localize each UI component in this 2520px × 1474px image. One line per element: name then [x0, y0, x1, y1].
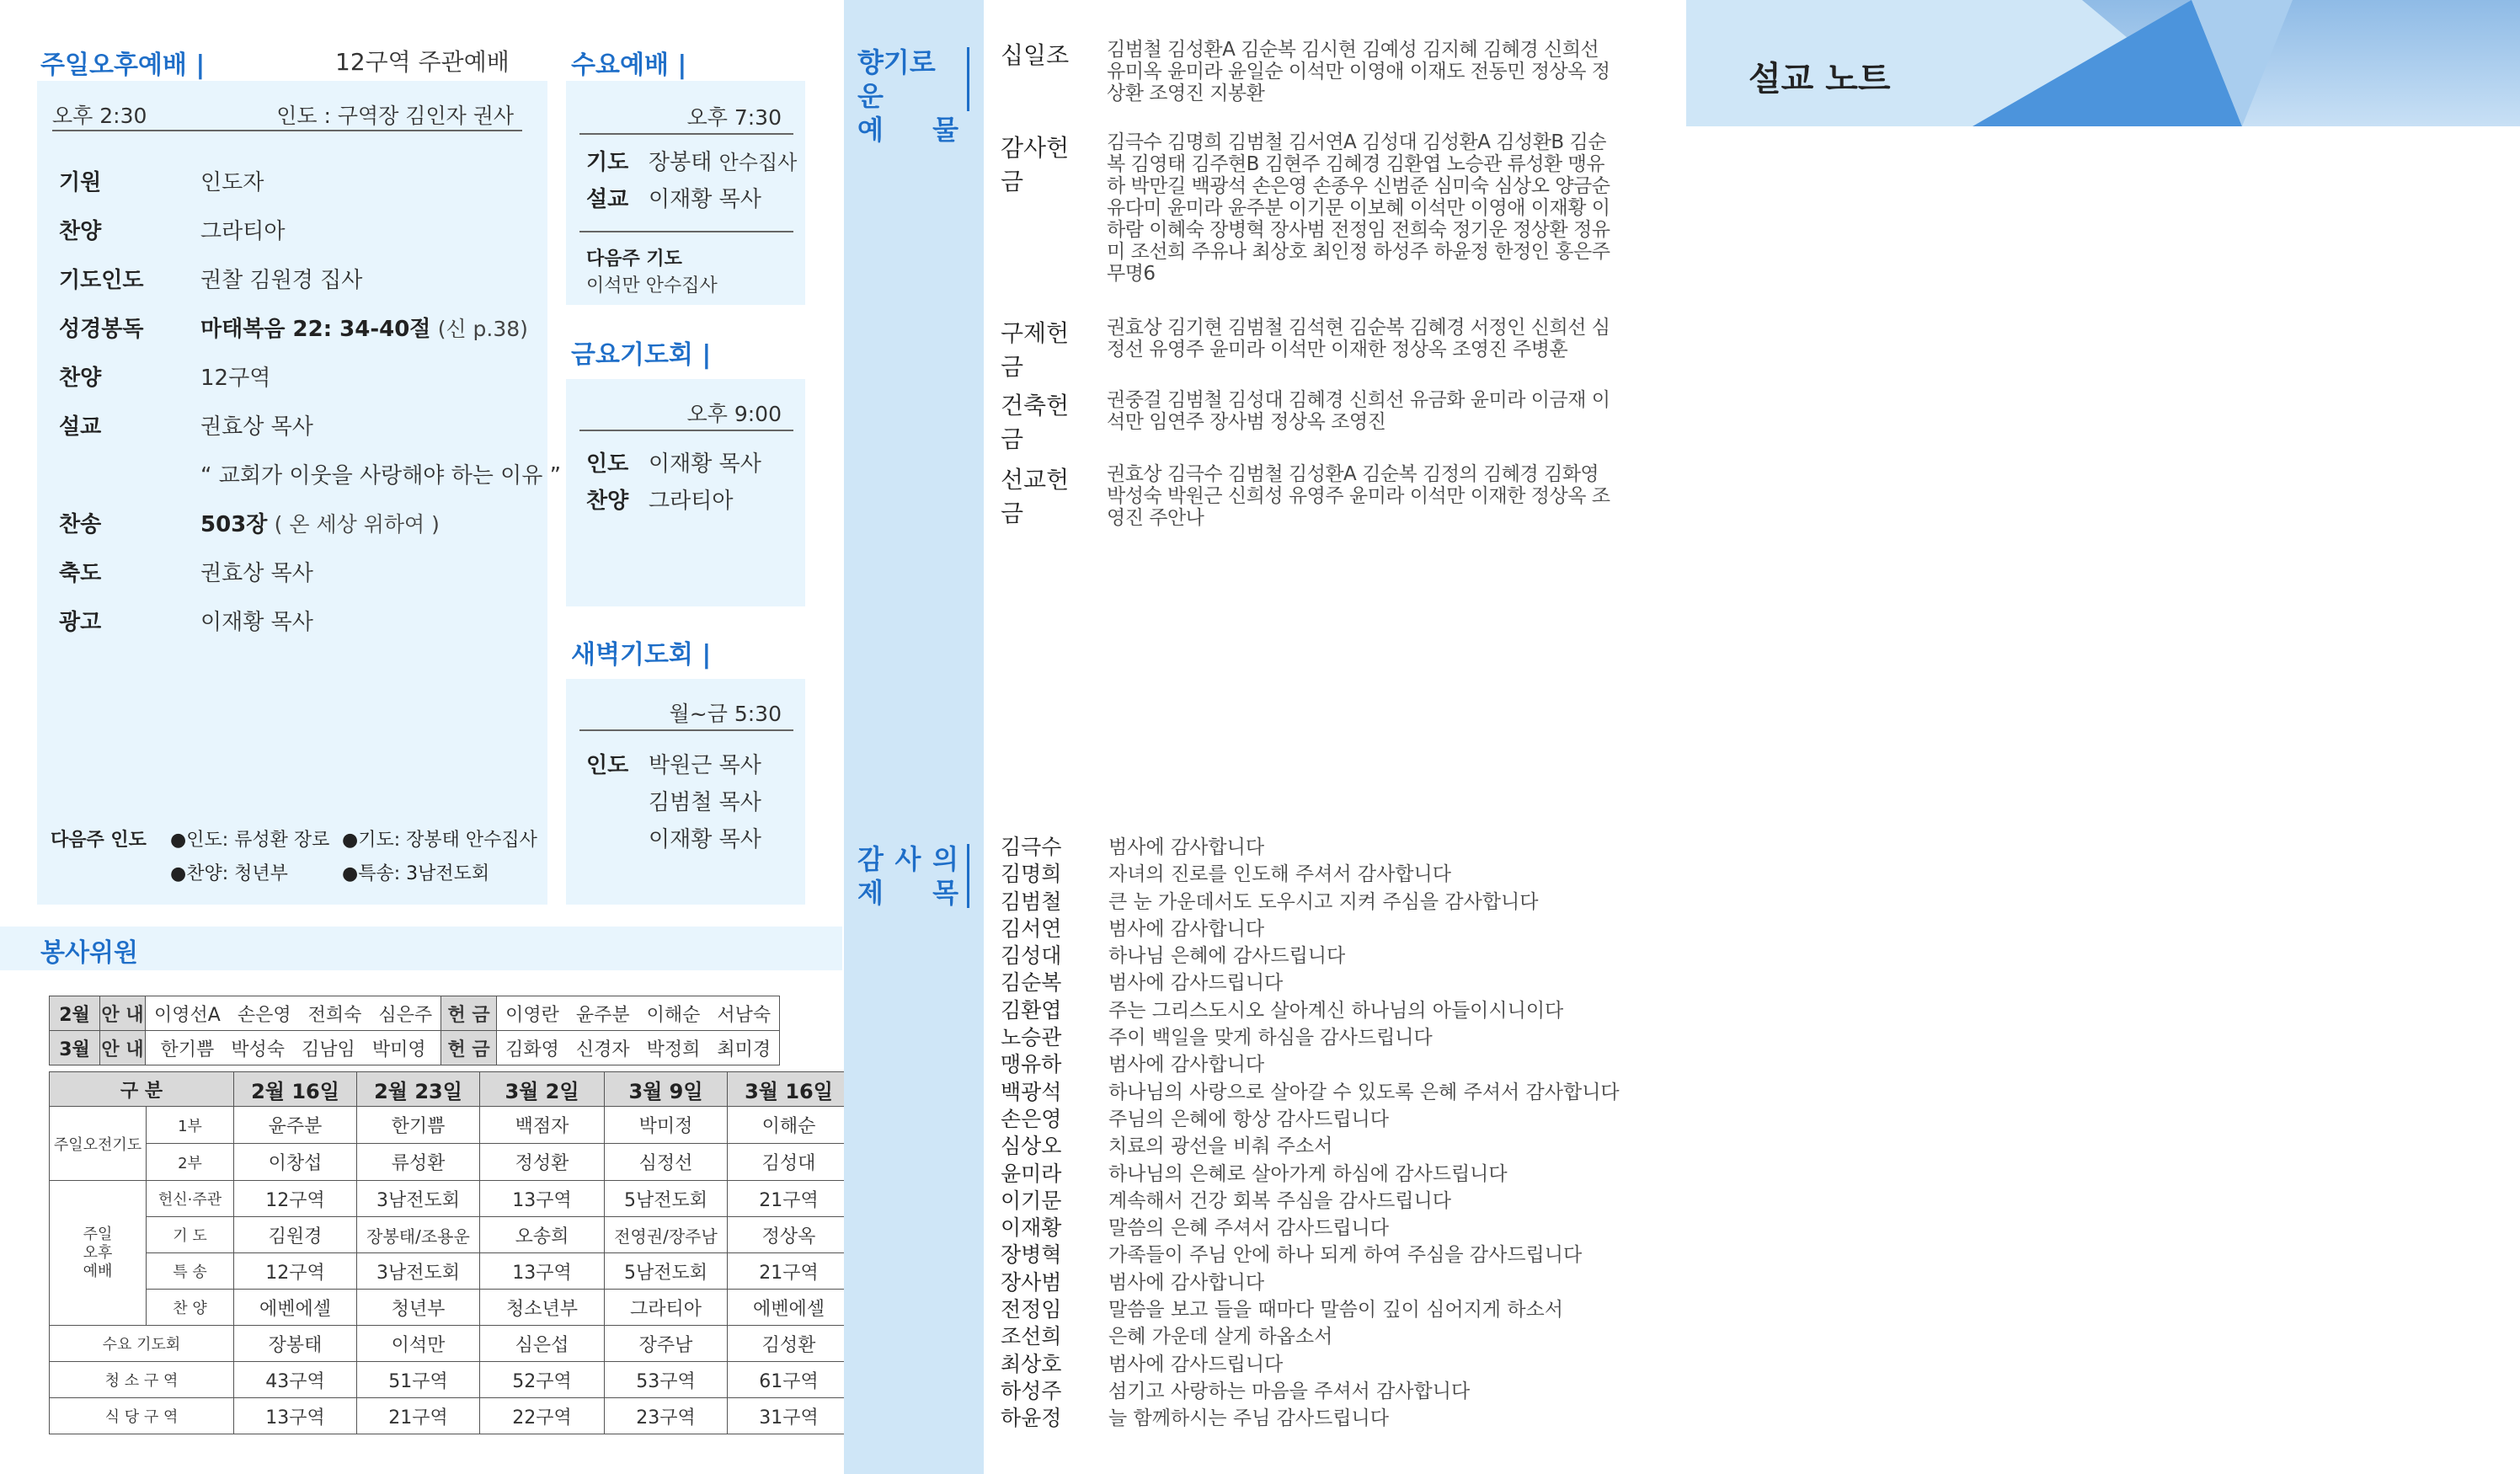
dawn-leader: 이재황 목사 [649, 827, 761, 852]
offering-label: 선교헌금 [1001, 466, 1070, 527]
afternoon-group-label: 주일 오후 예배 [50, 1181, 147, 1326]
dawn-row [586, 785, 761, 816]
thanks-row [1001, 1157, 1759, 1184]
thanks-name: 장사범 [1001, 1269, 1062, 1295]
wednesday-row-value: 이재황 목사 [649, 187, 761, 212]
thanks-text: 범사에 감사드립니다 [1108, 1353, 1284, 1375]
order-value: 12구역 [200, 366, 271, 391]
thanks-text: 섬기고 사랑하는 마음을 주셔서 감사합니다 [1108, 1380, 1471, 1402]
table-cell: 청소년부 [480, 1290, 605, 1326]
thanks-row [1001, 912, 1759, 939]
date-header: 2월 23일 [357, 1072, 480, 1107]
table-cell: 이창섭 [234, 1144, 357, 1181]
scripture-reference: 마태복음 22: 34-40절 [200, 317, 431, 342]
volunteers-title: 봉사위원 [40, 938, 138, 968]
offer-names [497, 1031, 780, 1065]
table-cell: 3남전도회 [357, 1253, 480, 1290]
guide-names [146, 996, 441, 1031]
thanks-name: 김환엽 [1001, 997, 1062, 1023]
thanks-text: 말씀의 은혜 주셔서 감사드립니다 [1108, 1217, 1389, 1240]
thanks-name: 이기문 [1001, 1188, 1062, 1213]
offering-names: 김극수 김명희 김범철 김서연A 김성대 김성환A 김성환B 김순복 김영태 김주현B 김현주 김혜경 김환엽 노승관 류성환 맹유하 박만길 백광석 손은영 손종우 신범준 심미숙 심상오 양금순 유다미 윤미라 윤주분 이기문 이보혜 이석만 이영애 이재황 이하람 이혜숙 장병혁 장사범 전정임 전희숙 정기운 정상환 정유미 조선희 주유나 최상호 최인정 하성주 하윤정 한정인 홍은주 무명6 [1107, 131, 1610, 285]
offer-label: 헌 금 [441, 996, 497, 1031]
table-cell: 전영권/장주남 [605, 1217, 728, 1253]
wednesday-time-row [579, 93, 793, 135]
friday-row-label: 인도 [586, 451, 629, 477]
friday-row-value: 그라티아 [649, 489, 734, 514]
table-cell: 21구역 [728, 1253, 851, 1290]
friday-row [586, 483, 733, 515]
table-cell: 21구역 [357, 1398, 480, 1434]
sunday-time: 오후 2:30 [52, 104, 147, 128]
sermon-note-title: 설교 노트 [1749, 60, 1891, 99]
offering-label: 구제헌금 [1001, 319, 1070, 381]
table-cell: 53구역 [605, 1362, 728, 1398]
thanks-name: 김성대 [1001, 943, 1062, 969]
table-row [50, 1181, 851, 1217]
offer-name: 서남숙 [717, 1004, 771, 1026]
sunday-title: 주일오후예배 | [40, 51, 206, 80]
thanks-name: 김극수 [1001, 835, 1062, 859]
order-value: 인도자 [200, 170, 264, 195]
thanks-name: 맹유하 [1001, 1052, 1062, 1077]
table-cell: 정성환 [480, 1144, 605, 1181]
table-cell: 61구역 [728, 1362, 851, 1398]
guide-name: 한기쁨 [160, 1039, 215, 1060]
order-value: 이재황 목사 [200, 610, 313, 635]
row-sub-label: 찬 양 [147, 1290, 234, 1326]
title-bar [967, 47, 969, 111]
offering-label: 건축헌금 [1001, 392, 1070, 453]
wednesday-row [586, 182, 761, 213]
dawn-leader: 박원근 목사 [649, 753, 761, 778]
thanks-text: 하나님의 사랑으로 살아갈 수 있도록 은혜 주셔서 감사합니다 [1108, 1081, 1620, 1103]
offering-label: 십일조 [1001, 41, 1070, 69]
thanks-row [1001, 1402, 1759, 1429]
thanks-text: 범사에 감사드립니다 [1108, 972, 1284, 995]
morning-group-text: 주일오전기도 [53, 1135, 142, 1154]
thanks-text: 하나님 은혜에 감사드립니다 [1108, 945, 1346, 968]
wednesday-prayer-role: 안수집사 [718, 151, 798, 174]
thanks-row [1001, 1211, 1759, 1241]
hymn-number: 503장 [200, 512, 268, 537]
wednesday-row-value [649, 150, 797, 175]
thanks-name: 윤미라 [1001, 1161, 1062, 1186]
order-label: 찬양 [59, 219, 102, 244]
offer-label: 헌 금 [441, 1031, 497, 1065]
row-sub-label: 특 송 [147, 1253, 234, 1290]
wednesday-row-label: 설교 [586, 187, 629, 212]
thanks-row [1001, 966, 1759, 996]
guide-name: 심은주 [378, 1004, 433, 1026]
date-header: 2월 16일 [234, 1072, 357, 1107]
offer-name: 박정희 [646, 1039, 701, 1060]
order-label: 찬양 [59, 366, 102, 391]
table-cell: 김원경 [234, 1217, 357, 1253]
table-row [50, 1290, 851, 1326]
table-cell: 장봉태/조용운 [357, 1217, 480, 1253]
sunday-panel [37, 81, 562, 905]
row-label: 식 당 구 역 [50, 1398, 234, 1434]
thanks-name: 이재황 [1001, 1215, 1062, 1241]
thanks-name: 하성주 [1001, 1378, 1062, 1403]
order-value: 권찰 김원경 집사 [200, 268, 363, 293]
thanks-row [1001, 1375, 1759, 1402]
thanks-row [1001, 1103, 1759, 1130]
table-cell: 3남전도회 [357, 1181, 480, 1217]
thanks-row [1001, 994, 1759, 1021]
thanks-title-line: 제 목 [857, 877, 958, 909]
thanks-text: 치료의 광선을 비춰 주소서 [1108, 1135, 1333, 1158]
thanks-name: 심상오 [1001, 1134, 1062, 1159]
order-label: 기도인도 [59, 268, 144, 293]
guide-name: 손은영 [237, 1004, 291, 1026]
thanks-name: 하윤정 [1001, 1406, 1062, 1431]
offer-name: 신경자 [575, 1039, 630, 1060]
morning-group-label [50, 1107, 147, 1181]
thanks-name: 장병혁 [1001, 1242, 1062, 1268]
thanks-text: 가족들이 주님 안에 하나 되게 하여 주심을 감사드립니다 [1108, 1244, 1583, 1267]
table-row [50, 1253, 851, 1290]
dawn-lead-label: 인도 [586, 753, 629, 778]
offer-name: 이영란 [505, 1004, 559, 1026]
table-cell: 13구역 [480, 1253, 605, 1290]
thanks-text: 주이 백일을 맞게 하심을 감사드립니다 [1108, 1027, 1433, 1049]
table-cell: 에벤에셀 [728, 1290, 851, 1326]
friday-time: 오후 9:00 [686, 402, 782, 426]
next-week-item: ●찬양: 청년부 [170, 863, 288, 884]
table-cell: 23구역 [605, 1398, 728, 1434]
guide-label: 안 내 [100, 1031, 146, 1065]
table-row [50, 1144, 851, 1181]
table-cell: 이석만 [357, 1326, 480, 1362]
order-label: 성경봉독 [59, 317, 144, 342]
thanks-text: 계속해서 건강 회복 주심을 감사드립니다 [1108, 1189, 1451, 1212]
order-value: 권효상 목사 [200, 561, 313, 586]
thanks-row [1001, 830, 1759, 857]
offering-names: 권효상 김극수 김범철 김성환A 김순복 김정의 김혜경 김화영 박성숙 박원근 신희성 유영주 윤미라 이석만 이재한 정상옥 조영진 주안나 [1107, 463, 1610, 529]
thanks-name: 백광석 [1001, 1079, 1062, 1104]
offering-names: 권효상 김기현 김범철 김석현 김순복 김혜경 서정인 신희선 심정선 유영주 윤미라 이석만 이재한 정상옥 조영진 주병훈 [1107, 317, 1610, 360]
table-cell: 12구역 [234, 1253, 357, 1290]
order-row [59, 354, 539, 403]
friday-row [586, 446, 761, 478]
thanks-name: 손은영 [1001, 1106, 1062, 1131]
table-cell: 5남전도회 [605, 1253, 728, 1290]
wednesday-next-label: 다음주 기도 [586, 248, 682, 270]
wednesday-panel [566, 81, 805, 305]
month-cell: 2월 [50, 996, 100, 1031]
offer-name: 김화영 [505, 1039, 559, 1060]
thanks-row [1001, 939, 1759, 969]
sunday-leader: 인도 : 구역장 김인자 권사 [276, 104, 514, 128]
thanks-name: 전정임 [1001, 1297, 1062, 1322]
thanks-name: 김서연 [1001, 916, 1062, 941]
guide-name: 박미영 [371, 1039, 426, 1060]
friday-row-value: 이재황 목사 [649, 451, 761, 477]
thanks-text: 말씀을 보고 들을 때마다 말씀이 깊이 심어지게 하소서 [1108, 1299, 1563, 1322]
order-label: 기원 [59, 170, 102, 195]
schedule-table [49, 1071, 851, 1434]
dawn-row [586, 822, 761, 853]
thanks-row [1001, 1076, 1759, 1103]
table-cell: 심은섭 [480, 1326, 605, 1362]
order-row [59, 305, 539, 354]
guide-name: 전희숙 [307, 1004, 362, 1026]
dawn-time: 월~금 5:30 [669, 702, 782, 726]
next-week-item: ●기도: 장봉태 안수집사 [342, 830, 537, 851]
table-cell: 류성환 [357, 1144, 480, 1181]
table-cell: 김성대 [728, 1144, 851, 1181]
thanks-title-line: 감 사 의 [857, 843, 958, 875]
thanks-row [1001, 1021, 1759, 1048]
divider [579, 231, 793, 232]
thanks-name: 김명희 [1001, 862, 1062, 887]
order-row [59, 451, 562, 500]
order-label: 찬송 [59, 512, 102, 537]
guide-name: 박성숙 [231, 1039, 286, 1060]
month-cell: 3월 [50, 1031, 100, 1065]
table-cell: 22구역 [480, 1398, 605, 1434]
thanks-row [1001, 1348, 1759, 1375]
date-header: 3월 16일 [728, 1072, 851, 1107]
header-cell: 구 분 [50, 1072, 234, 1107]
order-value: 그라티아 [200, 219, 286, 244]
row-sub-label: 기 도 [147, 1217, 234, 1253]
table-cell: 21구역 [728, 1181, 851, 1217]
table-cell: 김성환 [728, 1326, 851, 1362]
dawn-panel [566, 679, 805, 905]
row-label: 청 소 구 역 [50, 1362, 234, 1398]
table-cell: 13구역 [234, 1398, 357, 1434]
date-header: 3월 2일 [480, 1072, 605, 1107]
order-value [200, 312, 528, 343]
offering-title-line: 향기로운 [857, 46, 936, 112]
offering-title-line: 예 물 [857, 114, 958, 146]
table-cell: 52구역 [480, 1362, 605, 1398]
table-cell: 12구역 [234, 1181, 357, 1217]
table-row [50, 1031, 780, 1065]
thanks-row [1001, 885, 1759, 912]
table-cell: 박미정 [605, 1107, 728, 1144]
order-row [59, 158, 539, 207]
offering-names: 권중걸 김범철 김성대 김혜경 신희선 유금화 윤미라 이금재 이석만 임연주 장사범 정상옥 조영진 [1107, 389, 1610, 433]
thanks-row [1001, 1238, 1759, 1268]
table-cell: 그라티아 [605, 1290, 728, 1326]
hymn-title: ( 온 세상 위하여 ) [274, 512, 440, 537]
table-cell: 정상옥 [728, 1217, 851, 1253]
thanks-row [1001, 1293, 1759, 1320]
thanks-row [1001, 857, 1759, 887]
dawn-title: 새벽기도회 | [571, 640, 712, 670]
thanks-name: 조선희 [1001, 1324, 1062, 1349]
thanks-row [1001, 1048, 1759, 1075]
order-value: 권효상 목사 [200, 414, 313, 440]
thanks-text: 은혜 가운데 살게 하옵소서 [1108, 1326, 1333, 1348]
row-sub-label: 2부 [147, 1144, 234, 1181]
thanks-row [1001, 1130, 1759, 1159]
service-order [59, 158, 562, 647]
thanks-text: 늘 함께하시는 주님 감사드립니다 [1108, 1407, 1389, 1430]
friday-panel [566, 379, 805, 606]
order-label: 광고 [59, 610, 102, 635]
wednesday-time: 오후 7:30 [686, 105, 782, 130]
thanks-name: 최상호 [1001, 1351, 1062, 1376]
thanks-name: 노승관 [1001, 1025, 1062, 1050]
wednesday-prayer-name: 장봉태 [649, 150, 713, 175]
sunday-time-row [52, 93, 522, 131]
table-cell: 청년부 [357, 1290, 480, 1326]
title-bar [967, 844, 969, 908]
table-cell: 51구역 [357, 1362, 480, 1398]
dawn-row [586, 748, 761, 779]
order-label: 설교 [59, 414, 102, 440]
offering-title [857, 45, 958, 147]
table-cell: 이해순 [728, 1107, 851, 1144]
table-row [50, 1217, 851, 1253]
thanks-text: 주님의 은혜에 항상 감사드립니다 [1108, 1108, 1389, 1130]
friday-time-row [579, 389, 793, 431]
table-cell: 장봉태 [234, 1326, 357, 1362]
thanks-title [857, 842, 958, 910]
order-value [200, 507, 440, 538]
table-cell: 윤주분 [234, 1107, 357, 1144]
section-band [844, 0, 984, 1474]
table-cell: 13구역 [480, 1181, 605, 1217]
order-row [59, 403, 539, 451]
table-cell: 에벤에셀 [234, 1290, 357, 1326]
guide-name: 이영선A [154, 1004, 221, 1026]
table-cell: 31구역 [728, 1398, 851, 1434]
offer-names [497, 996, 780, 1031]
offer-name: 최미경 [717, 1039, 771, 1060]
wednesday-title: 수요예배 | [571, 51, 687, 80]
table-row [50, 996, 780, 1031]
row-label: 수요 기도회 [50, 1326, 234, 1362]
table-cell: 장주남 [605, 1326, 728, 1362]
dawn-leader: 김범철 목사 [649, 790, 761, 815]
row-sub-label: 1부 [147, 1107, 234, 1144]
order-row [59, 207, 539, 256]
friday-title: 금요기도회 | [571, 340, 712, 370]
thanks-text: 범사에 감사합니다 [1108, 1271, 1265, 1294]
thanks-row [1001, 1266, 1759, 1293]
table-cell: 43구역 [234, 1362, 357, 1398]
next-week-item: ●인도: 류성환 장로 [170, 830, 330, 851]
thanks-row [1001, 1320, 1759, 1347]
thanks-text: 범사에 감사합니다 [1108, 1054, 1265, 1076]
table-row [50, 1398, 851, 1434]
volunteer-table [49, 996, 780, 1065]
guide-label: 안 내 [100, 996, 146, 1031]
table-cell: 오송희 [480, 1217, 605, 1253]
thanks-text: 범사에 감사합니다 [1108, 917, 1265, 940]
date-header: 3월 9일 [605, 1072, 728, 1107]
next-week-item: ●특송: 3남전도회 [342, 863, 490, 884]
next-week-label: 다음주 인도 [51, 830, 147, 851]
table-row [50, 1326, 851, 1362]
order-label: 축도 [59, 561, 102, 586]
thanks-list [1001, 830, 1759, 1429]
table-cell: 백점자 [480, 1107, 605, 1144]
scripture-page: (신 p.38) [437, 317, 528, 341]
thanks-text: 큰 눈 가운데서도 도우시고 지켜 주심을 감사합니다 [1108, 890, 1539, 913]
thanks-text: 하나님의 은혜로 살아가게 하심에 감사드립니다 [1108, 1162, 1508, 1185]
offer-name: 이해순 [646, 1004, 701, 1026]
order-row [59, 500, 539, 549]
table-row [50, 1107, 851, 1144]
sunday-host: 12구역 주관예배 [335, 48, 510, 76]
sermon-title: “ 교회가 이웃을 사랑해야 하는 이유 ” [200, 463, 562, 489]
thanks-text: 주는 그리스도시오 살아계신 하나님의 아들이시니이다 [1108, 999, 1564, 1022]
table-cell: 5남전도회 [605, 1181, 728, 1217]
order-row [59, 598, 539, 647]
sunday-header [40, 44, 529, 81]
guide-name: 김남임 [302, 1039, 355, 1060]
guide-names [146, 1031, 441, 1065]
thanks-name: 김범철 [1001, 889, 1062, 914]
order-row [59, 549, 539, 598]
offer-name: 윤주분 [575, 1004, 630, 1026]
thanks-text: 범사에 감사합니다 [1108, 836, 1265, 858]
table-row [50, 1362, 851, 1398]
table-cell: 한기쁨 [357, 1107, 480, 1144]
wednesday-next-value: 이석만 안수집사 [586, 275, 718, 296]
wednesday-row [586, 145, 797, 176]
order-row [59, 256, 539, 305]
friday-row-label: 찬양 [586, 489, 629, 514]
offering-label: 감사헌금 [1001, 134, 1070, 195]
thanks-text: 자녀의 진로를 인도해 주셔서 감사합니다 [1108, 863, 1451, 886]
dawn-time-row [579, 689, 793, 731]
table-cell: 심정선 [605, 1144, 728, 1181]
thanks-name: 김순복 [1001, 970, 1062, 996]
table-header-row [50, 1072, 851, 1107]
wednesday-row-label: 기도 [586, 150, 629, 175]
offering-names: 김범철 김성환A 김순복 김시현 김예성 김지혜 김혜경 신희선 유미옥 윤미라 윤일순 이석만 이영애 이재도 전동민 정상옥 정상환 조영진 지봉환 [1107, 39, 1610, 104]
thanks-row [1001, 1184, 1759, 1211]
row-sub-label: 헌신·주관 [147, 1181, 234, 1217]
